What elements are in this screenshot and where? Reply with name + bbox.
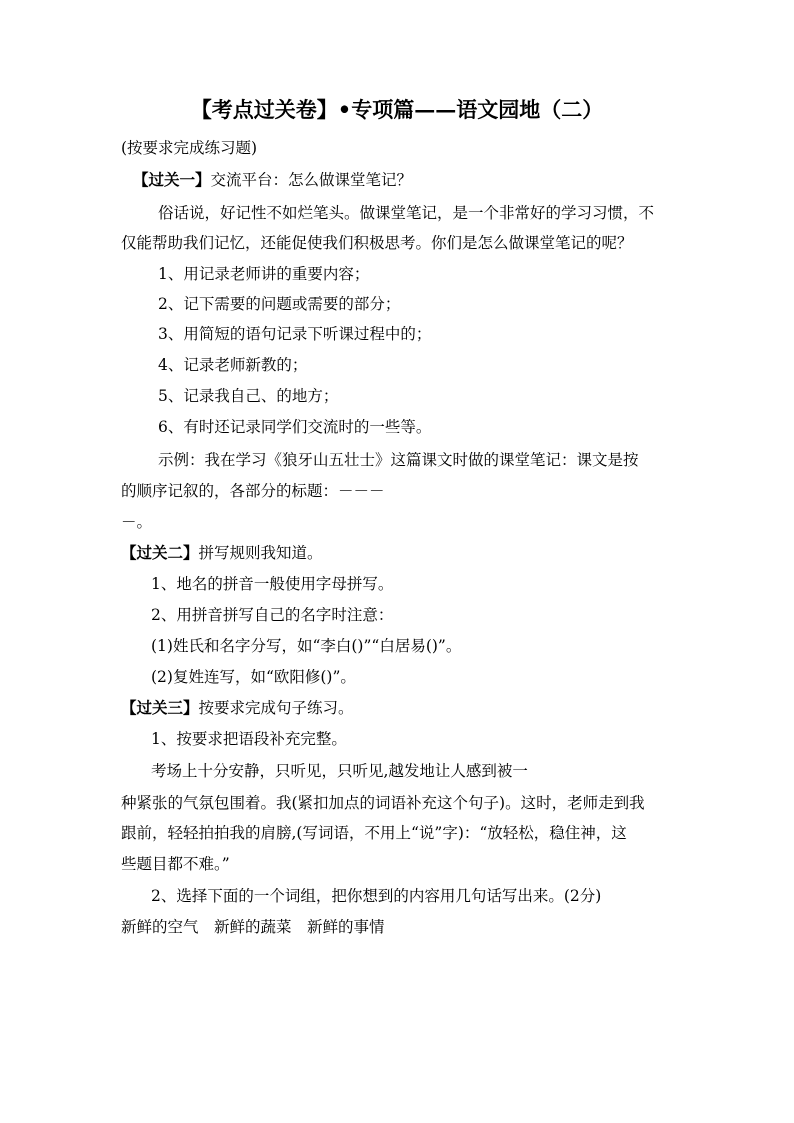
example-line-3: －。	[121, 513, 153, 531]
list-item: 1、地名的拼音一般使用字母拼写。	[151, 575, 394, 593]
section-1-intro-line-1: 俗话说，好记性不如烂笔头。做课堂笔记，是一个非常好的学习习惯，不	[158, 204, 655, 222]
instruction-text: (按要求完成练习题)	[121, 139, 258, 157]
section-3-heading	[121, 697, 354, 719]
list-item: 4、记录老师新教的；	[158, 356, 308, 374]
list-item: 2、用拼音拼写自己的名字时注意：	[151, 606, 394, 624]
list-item: 3、用简短的语句记录下听课过程中的；	[158, 325, 432, 343]
question-1: 1、按要求把语段补充完整。	[151, 730, 347, 748]
section-1-heading	[133, 169, 412, 191]
list-item: (2)复姓连写，如“欧阳修()”。	[151, 668, 356, 686]
list-item: 1、用记录老师讲的重要内容；	[158, 265, 370, 283]
example-line-2: 的顺序记叙的，各部分的标题：－－－	[121, 482, 385, 500]
list-item: 2、记下需要的问题或需要的部分；	[158, 295, 401, 313]
section-3-title: 按要求完成句子练习。	[198, 699, 354, 717]
section-1-intro-line-2: 仅能帮助我们记忆，还能促使我们积极思考。你们是怎么做课堂笔记的呢？	[121, 234, 633, 252]
section-2-tag: 【过关二】	[121, 543, 199, 562]
list-item: 5、记录我自己、的地方；	[158, 387, 339, 405]
section-1-tag: 【过关一】	[133, 170, 211, 189]
passage-line-2: 种紧张的气氛包围着。我(紧扣加点的词语补充这个句子)。这时，老师走到我	[121, 794, 645, 812]
section-2-title: 拼写规则我知道。	[198, 544, 323, 562]
question-2: 2、选择下面的一个词组，把你想到的内容用几句话写出来。(2分)	[151, 887, 602, 905]
passage-line-4: 些题目都不难。”	[121, 855, 230, 873]
section-2-heading	[121, 542, 323, 564]
page-title: 【考点过关卷】•专项篇——语文园地（二）	[190, 97, 604, 122]
list-item: (1)姓氏和名字分写，如“李白()”“白居易()”。	[151, 637, 462, 655]
example-line-1: 示例：我在学习《狼牙山五壮士》这篇课文时做的课堂笔记：课文是按	[158, 451, 639, 469]
section-1-title: 交流平台：怎么做课堂笔记？	[210, 171, 413, 189]
passage-line-1: 考场上十分安静，只听见，只听见,越发地让人感到被一	[151, 762, 528, 780]
list-item: 6、有时还记录同学们交流时的一些等。	[158, 418, 432, 436]
section-3-tag: 【过关三】	[121, 698, 199, 717]
passage-line-3: 跟前，轻轻拍拍我的肩膀,(写词语，不用上“说”字)：“放轻松，稳住神，这	[121, 824, 627, 842]
word-options: 新鲜的空气 新鲜的蔬菜 新鲜的事情	[121, 918, 385, 936]
